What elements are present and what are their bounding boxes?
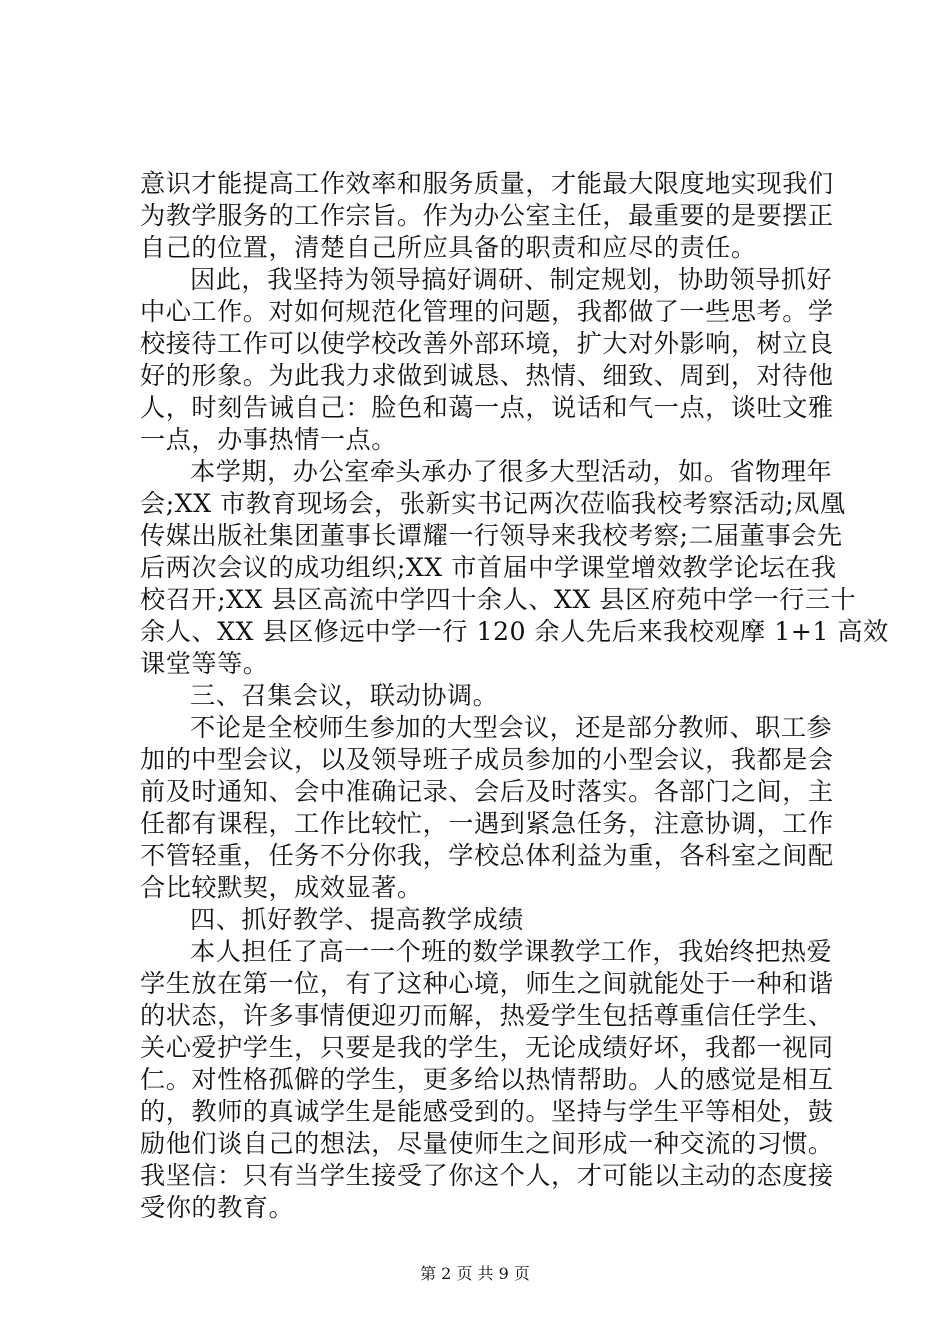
text-line: 自己的位置，清楚自己所应具备的职责和应尽的责任。 — [140, 233, 757, 262]
text-line: 传媒出版社集团董事长谭耀一行领导来我校考察;二届董事会先 — [140, 521, 843, 550]
text-line: 会;XX 市教育现场会，张新实书记两次莅临我校考察活动;凤凰 — [140, 489, 846, 518]
document-body — [140, 168, 889, 1224]
text-line: 好的形象。为此我力求做到诚恳、热情、细致、周到，对待他 — [140, 361, 834, 390]
text-line: 本人担任了高一一个班的数学课教学工作，我始终把热爱 — [190, 937, 833, 966]
text-line: 我坚信：只有当学生接受了你这个人，才可能以主动的态度接 — [140, 1161, 834, 1190]
text-line: 四、抓好教学、提高教学成绩 — [190, 905, 524, 934]
text-line: 一点，办事热情一点。 — [140, 425, 397, 454]
text-line: 励他们谈自己的想法，尽量使师生之间形成一种交流的习惯。 — [140, 1129, 834, 1158]
text-line: 因此，我坚持为领导搞好调研、制定规划，协助领导抓好 — [190, 265, 833, 294]
text-line: 任都有课程，工作比较忙，一遇到紧急任务，注意协调，工作 — [140, 809, 834, 838]
text-line: 为教学服务的工作宗旨。作为办公室主任，最重要的是要摆正 — [140, 201, 834, 230]
text-line: 后两次会议的成功组织;XX 市首届中学课堂增效教学论坛在我 — [140, 553, 837, 582]
text-line: 余人、XX 县区修远中学一行 120 余人先后来我校观摩 1+1 高效 — [140, 617, 889, 646]
text-line: 受你的教育。 — [140, 1193, 295, 1222]
text-line: 校接待工作可以使学校改善外部环境，扩大对外影响，树立良 — [140, 329, 834, 358]
text-line: 三、召集会议，联动协调。 — [190, 681, 499, 710]
text-line: 的，教师的真诚学生是能感受到的。坚持与学生平等相处，鼓 — [140, 1097, 834, 1126]
text-line: 关心爱护学生，只要是我的学生，无论成绩好坏，我都一视同 — [140, 1033, 834, 1062]
text-line: 的状态，许多事情便迎刃而解，热爱学生包括尊重信任学生、 — [140, 1001, 834, 1030]
text-line: 人，时刻告诫自己：脸色和蔼一点，说话和气一点，谈吐文雅 — [140, 393, 834, 422]
text-line: 意识才能提高工作效率和服务质量，才能最大限度地实现我们 — [140, 169, 834, 198]
text-line: 中心工作。对如何规范化管理的问题，我都做了一些思考。学 — [140, 297, 834, 326]
text-line: 校召开;XX 县区高流中学四十余人、XX 县区府苑中学一行三十 — [140, 585, 857, 614]
text-line: 加的中型会议，以及领导班子成员参加的小型会议，我都是会 — [140, 745, 834, 774]
text-line: 课堂等等。 — [140, 649, 269, 678]
text-line: 学生放在第一位，有了这种心境，师生之间就能处于一种和谐 — [140, 969, 834, 998]
text-line: 仁。对性格孤僻的学生，更多给以热情帮助。人的感觉是相互 — [140, 1065, 834, 1094]
page-number-footer: 第 2 页 共 9 页 — [420, 1264, 530, 1283]
text-line: 不论是全校师生参加的大型会议，还是部分教师、职工参 — [190, 713, 833, 742]
text-line: 本学期，办公室牵头承办了很多大型活动，如。省物理年 — [190, 457, 833, 486]
text-line: 合比较默契，成效显著。 — [140, 873, 423, 902]
text-line: 不管轻重，任务不分你我，学校总体利益为重，各科室之间配 — [140, 841, 834, 870]
text-line: 前及时通知、会中准确记录、会后及时落实。各部门之间，主 — [140, 777, 834, 806]
